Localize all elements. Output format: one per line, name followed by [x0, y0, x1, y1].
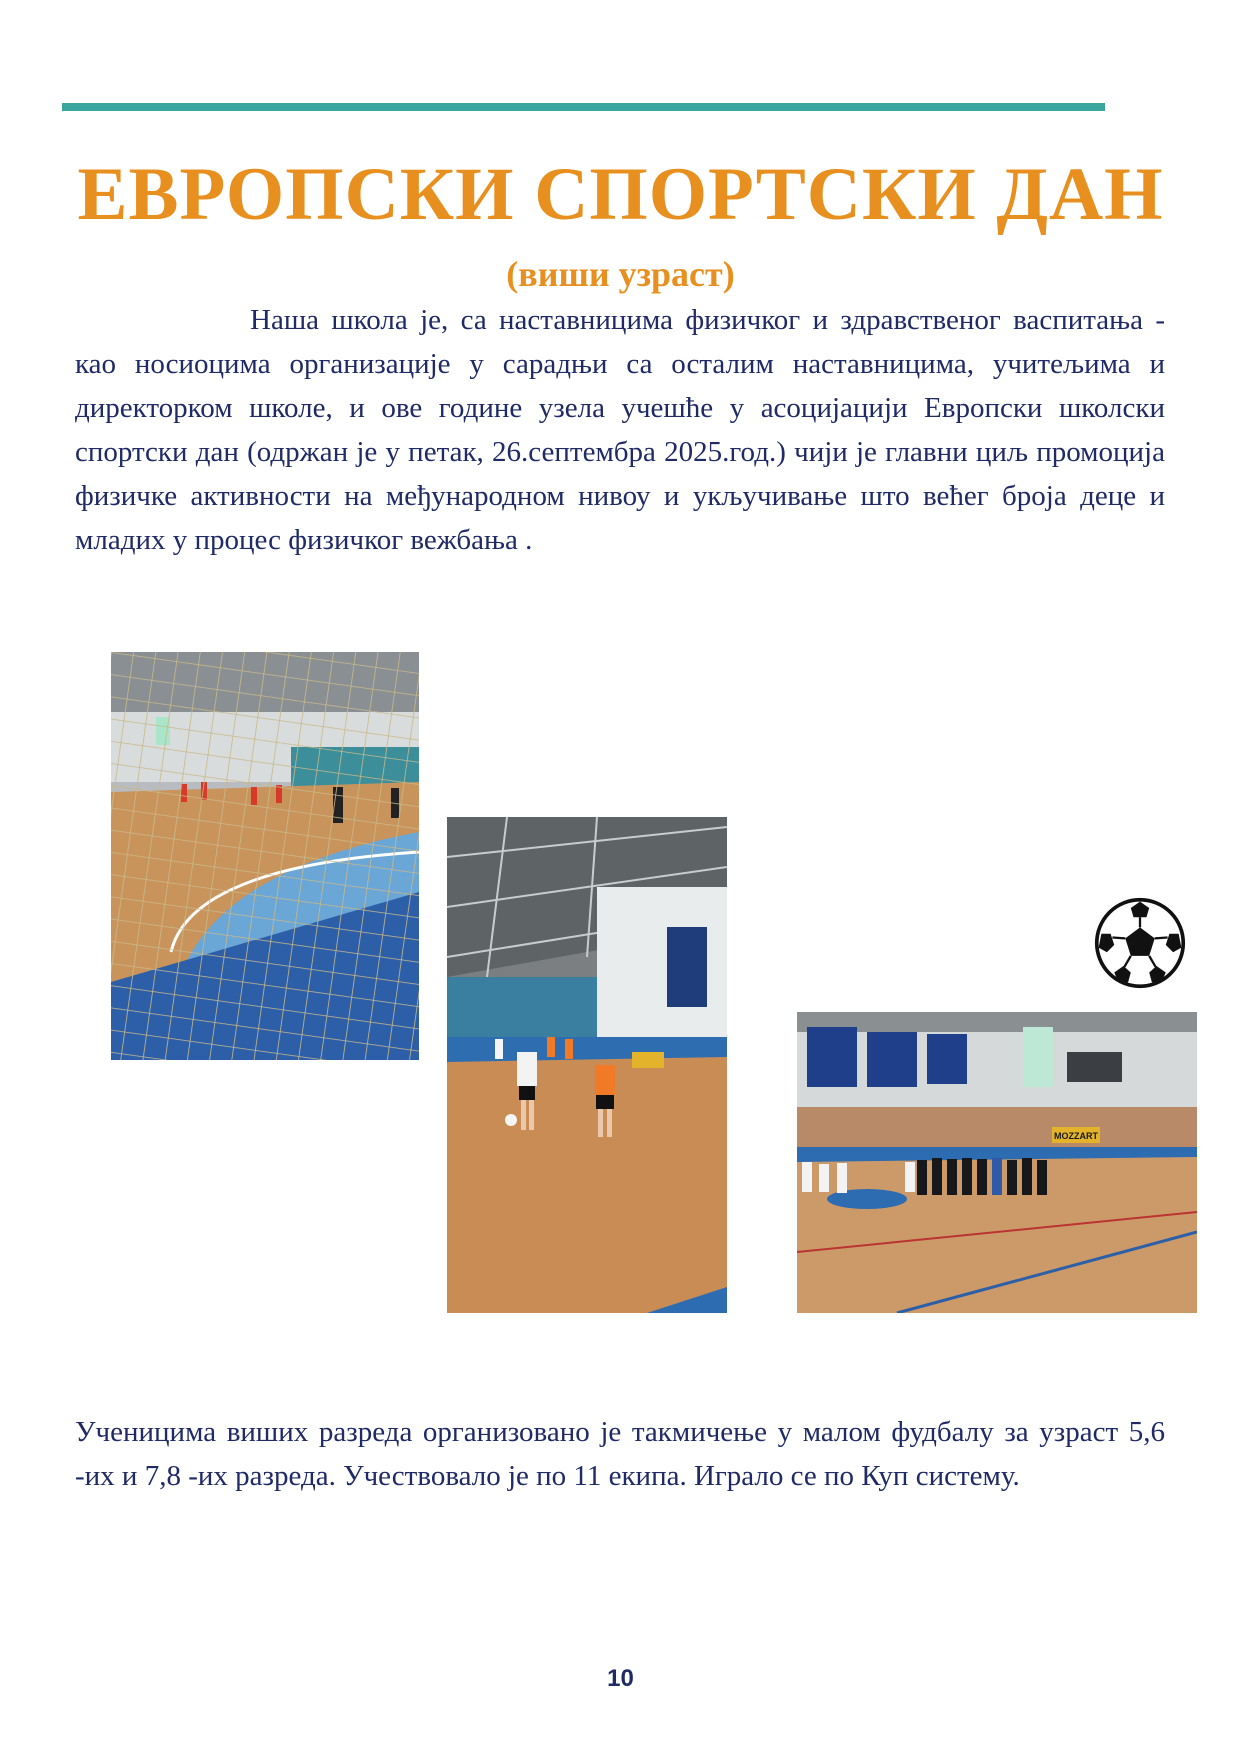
futsal-match-photo [447, 817, 727, 1313]
intro-paragraph: Наша школа је, са наставницима физичког и здравственог васпитања - као носиоцима организације у сарадњи са осталим наставницима, учитељима и директорком школе, и ове године узела учешће у асоцијацији Европски школски спортски дан (одржан је у петак, 26.септембра 2025.год.) чији је главни циљ промоција физичке активности на међународном нивоу и укључивање што већег броја деце и младих у процес физичког вежбања . [75, 304, 1165, 556]
advertising-board-sign: MOZZART [1054, 1131, 1098, 1141]
gym-through-goal-net-photo [111, 652, 419, 1060]
page-subtitle: (виши узраст) [506, 254, 735, 294]
top-rule [62, 103, 1105, 111]
soccer-ball-icon [1094, 897, 1186, 989]
competition-paragraph: Ученицима виших разреда организовано је такмичење у малом фудбалу за узраст 5,6 -их и 7,8 -их разреда. Учествовало је по 11 екипа. Играло се по Куп систему. [75, 1416, 1165, 1492]
page-title: ЕВРОПСКИ СПОРТСКИ ДАН [77, 153, 1164, 236]
teams-lineup-photo [797, 1012, 1197, 1313]
page-number: 10 [607, 1665, 634, 1692]
